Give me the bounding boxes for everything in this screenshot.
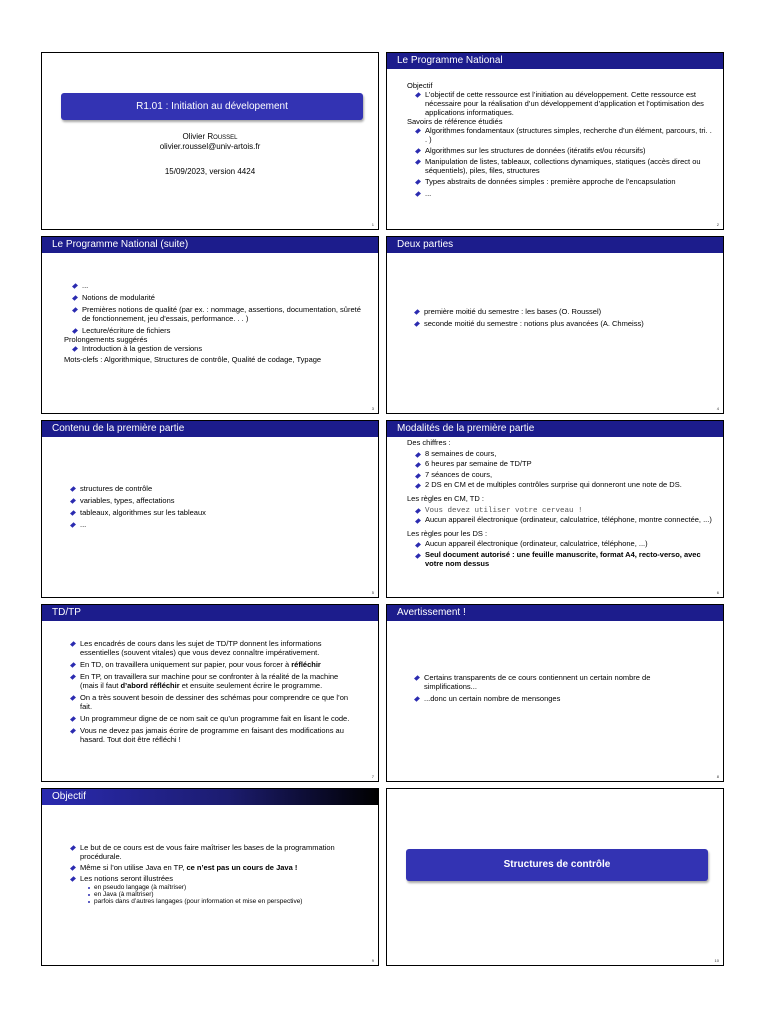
list-item: structures de contrôle [70,484,368,493]
list-item: En TP, on travaillera sur machine pour se confronter à la réalité de la machine (mais il faut d’abord réfléchir et ensuite seulement écrire le programme. [70,672,356,690]
slide-number: 9 [371,958,374,963]
slide-header: Avertissement ! [387,605,723,621]
slide-4 [386,236,724,414]
author: Olivier Roussel [182,132,238,141]
presentation-date: 15/09/2023, version 4424 [164,167,256,176]
slide-3 [41,236,379,414]
slide-number: 8 [716,774,719,779]
list-item: Types abstraits de données simples : première approche de l’encapsulation [415,177,713,186]
list-item: En TD, on travaillera uniquement sur papier, pour vous forcer à réfléchir [70,660,356,669]
list-item: 2 DS en CM et de multiples contrôles surprise qui donneront une note de DS. [415,481,713,490]
extensions-label: Prolongements suggérés [64,335,148,344]
slide-number: 3 [371,406,374,411]
list-item: Algorithmes sur les structures de données (itératifs et/ou récursifs) [415,146,713,155]
list-item: 6 heures par semaine de TD/TP [415,460,713,469]
list-item: Vous devez utiliser votre cerveau ! [415,506,713,516]
sub-list-item: en Java (à maîtriser) [86,891,356,898]
list-item: 7 séances de cours, [415,471,713,480]
list-item: ... [415,189,713,198]
slide-1 [41,52,379,230]
section-title-box [406,849,708,881]
list-item: tableaux, algorithmes sur les tableaux [70,508,368,517]
list-item: 8 semaines de cours, [415,450,713,459]
slide-number: 6 [716,590,719,595]
list-item: Les encadrés de cours dans les sujet de TD/TP donnent les informations essentielles (souvent vitales) que vous devez connaître impérativement. [70,639,356,657]
list-item: Même si l’on utilise Java en TP, ce n’est pas un cours de Java ! [70,863,356,872]
list-item: ... [70,520,368,529]
list-item: Algorithmes fondamentaux (structures simples, recherche d’un élément, parcours, tri. . . ) [415,126,713,144]
sub-list-item: parfois dans d’autres langages (pour information et mise en perspective) [86,898,356,905]
rules-ds-label: Les règles pour les DS : [407,528,488,538]
slide-2 [386,52,724,230]
slide-6 [386,420,724,598]
slide-header: Modalités de la première partie [387,421,723,437]
list-item: Certains transparents de ce cours contiennent un certain nombre de simplifications... [414,673,701,691]
list-item: Lecture/écriture de fichiers [72,326,368,335]
list-item: variables, types, affectations [70,496,368,505]
slide-title-box [61,93,363,120]
author-email: olivier.roussel@univ-artois.fr [159,142,261,151]
list-item: Un programmeur digne de ce nom sait ce qu’un programme fait en lisant le code. [70,714,356,723]
slide-header: TD/TP [42,605,378,621]
list-item: seconde moitié du semestre : notions plus avancées (A. Chmeiss) [414,319,713,328]
slide-number: 10 [714,958,719,963]
knowledge-label: Savoirs de référence étudiés [407,117,503,126]
slide-7 [41,604,379,782]
slide-10 [386,788,724,966]
list-item: Aucun appareil électronique (ordinateur, calculatrice, téléphone, ...) [415,540,713,549]
slide-header: Le Programme National (suite) [42,237,378,253]
slide-number: 2 [716,222,719,227]
list-item: ... [72,281,368,290]
list-item: L’objectif de cette ressource est l’initiation au développement. Cette ressource est nécessaire pour la réalisation d’un développement d’application et l’optimisation des applications informatiques. [415,90,713,117]
slide-header: Le Programme National [387,53,723,69]
list-item: On a très souvent besoin de dessiner des schémas pour comprendre ce que l’on fait. [70,693,356,711]
list-item: Premières notions de qualité (par ex. : nommage, assertions, documentation, sûreté de fonctionnement, jeu d’essais, performance. . . ) [72,305,368,323]
slide-number: 4 [716,406,719,411]
list-item: Introduction à la gestion de versions [72,344,368,353]
list-item: Aucun appareil électronique (ordinateur, calculatrice, téléphone, montre connectée, ...) [415,516,713,525]
sub-list-item: en pseudo langage (à maîtriser) [86,884,356,891]
section-title: Structures de contrôle [503,859,611,870]
list-item: première moitié du semestre : les bases (O. Roussel) [414,307,713,316]
slide-8 [386,604,724,782]
slide-number: 1 [371,222,374,227]
numbers-label: Des chiffres : [407,438,451,447]
slide-header: Deux parties [387,237,723,253]
list-item: Seul document autorisé : une feuille manuscrite, format A4, recto-verso, avec votre nom dessus [415,551,713,568]
slide-9 [41,788,379,966]
slide-5 [41,420,379,598]
slide-header: Contenu de la première partie [42,421,378,437]
list-item: Les notions seront illustrées [70,874,356,883]
slide-number: 5 [371,590,374,595]
rules-cm-label: Les règles en CM, TD : [407,493,484,503]
list-item: Le but de ce cours est de vous faire maîtriser les bases de la programmation procédurale. [70,843,356,861]
keywords: Mots-clefs : Algorithmique, Structures de contrôle, Qualité de codage, Typage [64,355,322,364]
objective-label: Objectif [407,81,433,90]
slide-header: Objectif [42,789,378,805]
presentation-title: R1.01 : Initiation au dévelopement [136,101,288,112]
list-item: ...donc un certain nombre de mensonges [414,694,701,703]
list-item: Manipulation de listes, tableaux, collections dynamiques, statiques (accès direct ou séquentiels), piles, files, structures [415,157,713,175]
list-item: Notions de modularité [72,293,368,302]
slide-number: 7 [371,774,374,779]
list-item: Vous ne devez pas jamais écrire de programme en faisant des modifications au hasard. Tout doit être réfléchi ! [70,726,356,744]
